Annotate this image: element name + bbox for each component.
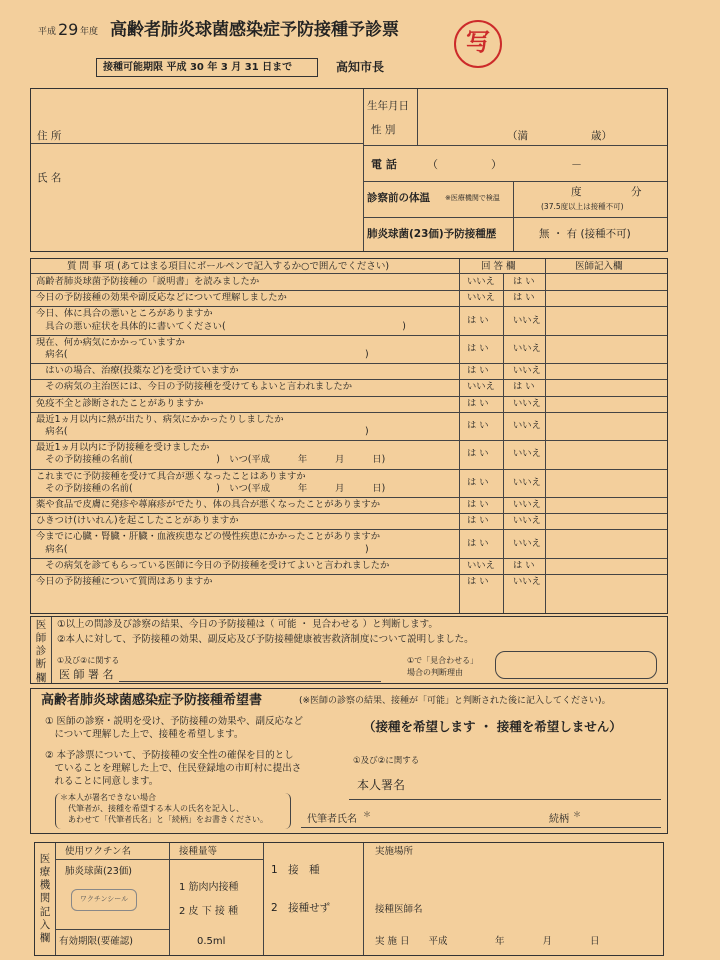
question-text: その予防接種の名前( ) いつ(平成 年 月 日) [36,482,386,494]
question-text: 今までに心臓・腎臓・肝臓・血液疾患などの慢性疾患にかかったことがありますか [36,531,380,543]
question-text: これまでに予防接種を受けて具合が悪くなったことはありますか [36,470,306,482]
answer-option-2[interactable]: いいえ [513,499,541,511]
doctor-note-cell[interactable] [547,335,665,363]
doctor-sig-pre: ①及び②に関する [57,656,120,665]
dose-header: 接種量等 [179,846,218,857]
year-suffix: 年度 [80,27,99,37]
place-field[interactable] [367,861,657,897]
question-row [31,513,541,529]
question-row [31,412,541,440]
consent-p1-line1: ① 医師の診察・説明を受け、予防接種の効果や、副反応など [45,716,303,727]
relation-label: 続柄 [549,814,569,825]
doctor-note-cell[interactable] [547,558,665,574]
self-sig-label: 本人署名 [357,778,406,792]
answer-option-1[interactable]: は い [467,499,489,511]
question-text: 薬や食品で皮膚に発疹や蕁麻疹がでたり、体の具合が悪くなったことがありますか [36,499,380,510]
doctor-note-cell[interactable] [547,529,665,557]
reason-field[interactable] [495,651,657,679]
dose-amount: 0.5ml [197,936,226,947]
doctor-signature-field[interactable] [121,657,381,681]
question-text: 最近1ヵ月以内に熱が出たり、病気にかかったりしましたか [36,413,284,425]
address-label: 住 所 [37,130,62,142]
answer-option-1[interactable]: いいえ [467,381,495,393]
question-text: その予防接種の名前( ) いつ(平成 年 月 日) [36,454,386,466]
answer-option-1[interactable]: は い [467,476,489,488]
answer-option-1[interactable]: は い [467,515,489,527]
answer-option-1[interactable]: いいえ [467,276,495,288]
answer-option-2[interactable]: は い [513,292,535,304]
diagnosis-line2: ②本人に対して、予防接種の効果、副反応及び予防接種健康被害救済制度について説明しました。 [57,634,474,645]
answer-option-2[interactable]: いいえ [513,314,541,326]
temp-min: 分 [631,186,642,198]
question-text: 最近1ヵ月以内に予防接種を受けましたか [36,442,210,454]
vaccine-seal-area[interactable] [71,889,137,911]
name-field[interactable] [91,145,361,249]
consent-choice[interactable]: （接種を希望します ・ 接種を希望しません） [363,719,622,734]
doctor-note-cell[interactable] [547,440,665,468]
patient-box [30,88,668,252]
doctor-note-cell[interactable] [547,497,665,513]
question-row [31,469,541,497]
birth-sex-field[interactable] [419,89,667,143]
doctor-note-cell[interactable] [547,363,665,379]
question-row [31,363,541,379]
copy-stamp [454,20,502,68]
answer-option-2[interactable]: いいえ [513,397,541,409]
temp-limit: (37.5度以上は接種不可) [541,202,624,211]
reason-label: 場合の判断理由 [407,668,463,677]
question-text: 今日の予防接種の効果や副反応などについて理解しましたか [36,292,287,304]
consent-section [30,688,668,834]
question-row [31,396,541,412]
phone-label: 電 話 [371,158,397,171]
question-row [31,440,541,468]
diagnosis-section [30,616,668,684]
temp-label: 診察前の体温 [367,192,430,204]
answer-option-1[interactable]: は い [467,397,489,409]
answer-option-2[interactable]: いいえ [513,537,541,549]
consent-title: 高齢者肺炎球菌感染症予防接種希望書 [41,693,263,708]
option-vaccinated[interactable]: 1 接 種 [271,864,320,876]
proxy-note-line3: あわせて「代筆者氏名」と「続柄」をお書きください。 [60,815,268,824]
proxy-mark: ＊ [363,810,371,819]
copy-stamp-text: 写 [466,28,490,56]
answer-option-2[interactable]: いいえ [513,448,541,460]
question-row [31,497,541,513]
history-value[interactable]: 無 ・ 有 (接種不可) [539,228,631,240]
consent-p2-line2: ていることを理解した上で、住民登録地の市町村に提出さ [45,763,302,774]
doctor-name-field[interactable] [445,899,657,923]
proxy-note-box [55,793,291,829]
question-text: その病気を診てもらっている医師に今日の予防接種を受けてよいと言われましたか [36,559,390,571]
diagnosis-side-label: 医師診断欄 [35,619,47,684]
deadline-box [96,58,318,77]
question-text: はいの場合、治療(投薬など)を受けていますか [36,365,239,377]
answer-option-1[interactable]: は い [467,314,489,326]
temperature-field[interactable] [515,183,665,215]
doctor-note-cell[interactable] [547,306,665,334]
reason-pre: ①で「見合わせる」 [407,656,479,665]
diagnosis-line1: ①以上の問診及び診察の結果、今日の予防接種は（ 可能 ・ 見合わせる ）と判断します。 [57,619,438,630]
answer-option-2[interactable]: いいえ [513,576,541,588]
answer-option-2[interactable]: は い [513,559,535,571]
answer-option-1[interactable]: は い [467,342,489,354]
answer-option-1[interactable]: は い [467,448,489,460]
consent-p2-line3: れることに同意します。 [45,776,159,787]
question-row [31,529,541,557]
answer-option-1[interactable]: いいえ [467,559,495,571]
temp-deg: 度 [571,186,582,198]
date-label: 実 施 日 平成 年 月 日 [375,936,600,947]
question-row [31,335,541,363]
vaccine-header: 使用ワクチン名 [65,846,132,857]
question-row [31,306,541,334]
doctor-note-cell[interactable] [547,379,665,395]
question-text: 免疫不全と診断されたことがありますか [36,397,204,409]
doctor-note-cell[interactable] [547,574,665,590]
vaccine-name: 肺炎球菌(23価) [65,866,133,877]
option-not-vaccinated[interactable]: 2 接種せず [271,902,331,914]
proxy-note-line1: ＊本人が署名できない場合 [60,793,156,802]
medical-section [34,842,664,956]
consent-title-note: (※医師の診察の結果、接種が「可能」と判断された後に記入してください)。 [299,696,611,706]
answer-header: 回 答 欄 [481,261,516,272]
answer-option-1[interactable]: は い [467,576,489,588]
doctor-note-cell[interactable] [547,274,665,290]
question-text: 具合の悪い症状を具体的に書いてください( ) [36,320,406,332]
medical-side-label: 医療機関記入欄 [39,853,51,944]
phone-close: ） [491,158,502,171]
question-text: 高齢者肺炎球菌予防接種の「説明書」を読みましたか [36,276,260,287]
doctor-sig-label: 医 師 署 名 [59,668,114,681]
birth-label: 生年月日 [367,100,409,112]
sex-label: 性 別 [371,124,396,136]
question-text: 病名( ) [36,425,369,437]
doctor-note-cell[interactable] [547,396,665,412]
doctor-note-cell[interactable] [547,412,665,440]
phone-dash: － [571,158,582,171]
answer-option-2[interactable]: は い [513,276,535,288]
relation-mark: ＊ [573,810,581,819]
consent-p1-line2: について理解した上で、接種を希望します。 [45,729,244,740]
answer-option-2[interactable]: いいえ [513,419,541,431]
age-close: 歳） [591,130,612,142]
era-prefix: 平成 [38,27,57,37]
answer-option-2[interactable]: いいえ [513,342,541,354]
deadline-text: 接種可能期限 平成 30 年 3 月 31 日まで [103,62,293,73]
place-label: 実施場所 [375,846,414,857]
answer-option-2[interactable]: いいえ [513,365,541,377]
relation-field[interactable] [583,805,659,827]
doctor-note-cell[interactable] [547,290,665,306]
form-title: 高齢者肺炎球菌感染症予防接種予診票 [110,20,399,40]
doctor-note-cell[interactable] [547,513,665,529]
address-field[interactable] [91,89,361,143]
phone-field[interactable] [435,149,665,177]
questions-header: 質 問 事 項 (あてはまる項目にボールペンで記入するか○で囲んでください) [67,261,390,272]
question-row [31,290,535,306]
answer-option-1[interactable]: は い [467,365,489,377]
self-sig-pre: ①及び②に関する [353,756,420,766]
question-text: 現在、何か病気にかかっていますか [36,336,185,348]
temp-note: ※医療機関で検温 [445,194,500,202]
question-row [31,274,535,290]
answer-option-2[interactable]: いいえ [513,515,541,527]
question-text: 病名( ) [36,543,369,555]
question-text: 今日の予防接種について質問はありますか [36,576,213,587]
dose-im[interactable]: 1 筋肉内接種 [179,882,239,893]
question-text: 今日、体に具合の悪いところがありますか [36,308,213,320]
history-label: 肺炎球菌(23価)予防接種歴 [367,228,497,240]
question-text: ひきつけ(けいれん)を起こしたことがありますか [36,515,239,527]
answer-option-2[interactable]: いいえ [513,476,541,488]
question-row [31,574,541,590]
question-row [31,558,535,574]
consent-p2-line1: ② 本予診票について、予防接種の安全性の確保を目的とし [45,750,294,761]
proxy-name-label: 代筆者氏名 [307,814,357,825]
answer-option-1[interactable]: は い [467,419,489,431]
age-open: （満 [507,130,528,142]
expiry-label: 有効期限(要確認) [59,936,133,947]
question-row [31,379,535,395]
question-text: その病気の主治医には、今日の予防接種を受けてもよいと言われましたか [36,381,353,393]
fiscal-year: 29 [58,20,79,39]
doctor-name-label: 接種医師名 [375,904,423,915]
doctor-note-cell[interactable] [547,469,665,497]
answer-option-2[interactable]: は い [513,381,535,393]
question-text: 病名( ) [36,348,369,360]
phone-open: （ [427,158,438,171]
proxy-name-field[interactable] [371,805,541,827]
vaccine-seal-text: ワクチンシール [79,895,129,903]
answer-option-1[interactable]: いいえ [467,292,495,304]
answer-option-1[interactable]: は い [467,537,489,549]
self-signature-field[interactable] [421,773,661,799]
name-label: 氏 名 [37,172,62,184]
doctor-header: 医師記入欄 [575,261,623,272]
proxy-note-line2: 代筆者が、接種を希望する本人の氏名を記入し、 [60,804,244,813]
questionnaire-table [30,258,668,614]
dose-sc[interactable]: 2 皮 下 接 種 [179,906,239,917]
mayor: 高知市長 [336,60,385,74]
